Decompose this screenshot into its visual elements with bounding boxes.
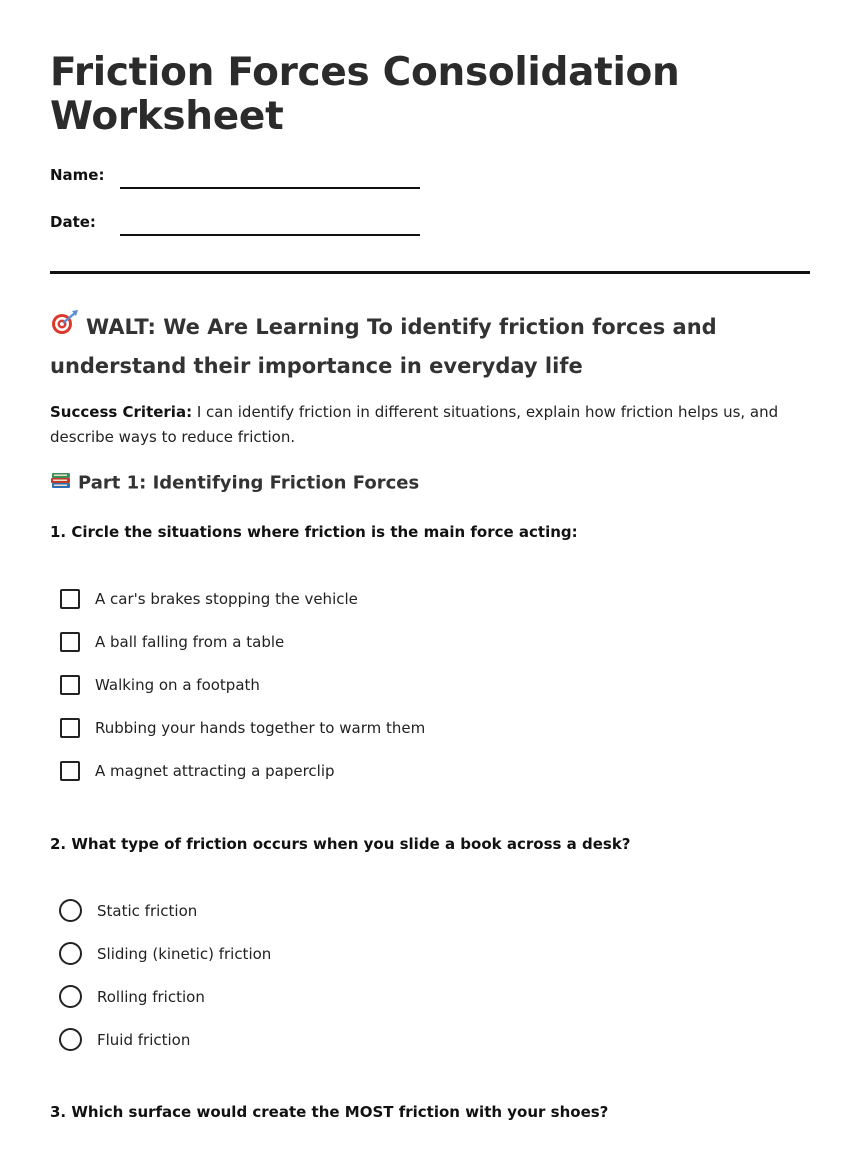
radio-button[interactable] <box>59 985 82 1008</box>
q1-option-4[interactable] <box>60 718 425 738</box>
q1-option-1[interactable] <box>60 589 358 609</box>
name-row <box>50 166 450 213</box>
checkbox[interactable] <box>60 718 80 738</box>
checkbox[interactable] <box>60 632 80 652</box>
radio-button[interactable] <box>59 1028 82 1051</box>
radio-button[interactable] <box>59 942 82 965</box>
option-label: Sliding (kinetic) friction <box>97 944 272 963</box>
option-label: Static friction <box>97 901 198 920</box>
name-field[interactable] <box>120 187 420 189</box>
q2-option-1[interactable] <box>60 899 197 922</box>
checkbox[interactable] <box>60 675 80 695</box>
date-label: Date: <box>50 213 96 231</box>
option-label: A car's brakes stopping the vehicle <box>95 590 358 608</box>
target-icon <box>50 309 80 347</box>
q2-option-4[interactable] <box>60 1028 190 1051</box>
walt-heading <box>50 308 770 385</box>
question-1: 1. Circle the situations where friction is the main force acting: <box>50 523 578 541</box>
date-row <box>50 213 450 260</box>
option-label: Rubbing your hands together to warm them <box>95 719 426 737</box>
q2-option-2[interactable] <box>60 942 271 965</box>
section-divider <box>50 271 810 274</box>
checkbox[interactable] <box>60 761 80 781</box>
q1-option-3[interactable] <box>60 675 260 695</box>
q1-option-5[interactable] <box>60 761 335 781</box>
part1-heading <box>50 470 419 497</box>
q2-option-3[interactable] <box>60 985 205 1008</box>
part1-title: Part 1: Identifying Friction Forces <box>78 472 420 494</box>
radio-button[interactable] <box>59 899 82 922</box>
question-3: 3. Which surface would create the MOST friction with your shoes? <box>50 1103 609 1121</box>
success-criteria <box>50 400 810 450</box>
q1-option-2[interactable] <box>60 632 284 652</box>
page-title: Friction Forces Consolidation Worksheet <box>50 50 680 139</box>
date-field[interactable] <box>120 234 420 236</box>
books-icon <box>50 470 72 497</box>
option-label: Fluid friction <box>97 1030 191 1049</box>
success-criteria-label: Success Criteria: <box>50 403 193 421</box>
walt-text: WALT: We Are Learning To identify friction forces and understand their importance in everyday life <box>50 315 717 378</box>
option-label: A magnet attracting a paperclip <box>95 762 335 780</box>
student-info <box>50 166 450 260</box>
success-criteria-text: I can identify friction in different situations, explain how friction helps us, and describe ways to reduce friction. <box>50 403 779 446</box>
option-label: A ball falling from a table <box>95 633 285 651</box>
name-label: Name: <box>50 166 105 184</box>
checkbox[interactable] <box>60 589 80 609</box>
option-label: Rolling friction <box>97 987 205 1006</box>
question-2: 2. What type of friction occurs when you slide a book across a desk? <box>50 835 631 853</box>
option-label: Walking on a footpath <box>95 676 260 694</box>
worksheet-page <box>0 0 860 231</box>
